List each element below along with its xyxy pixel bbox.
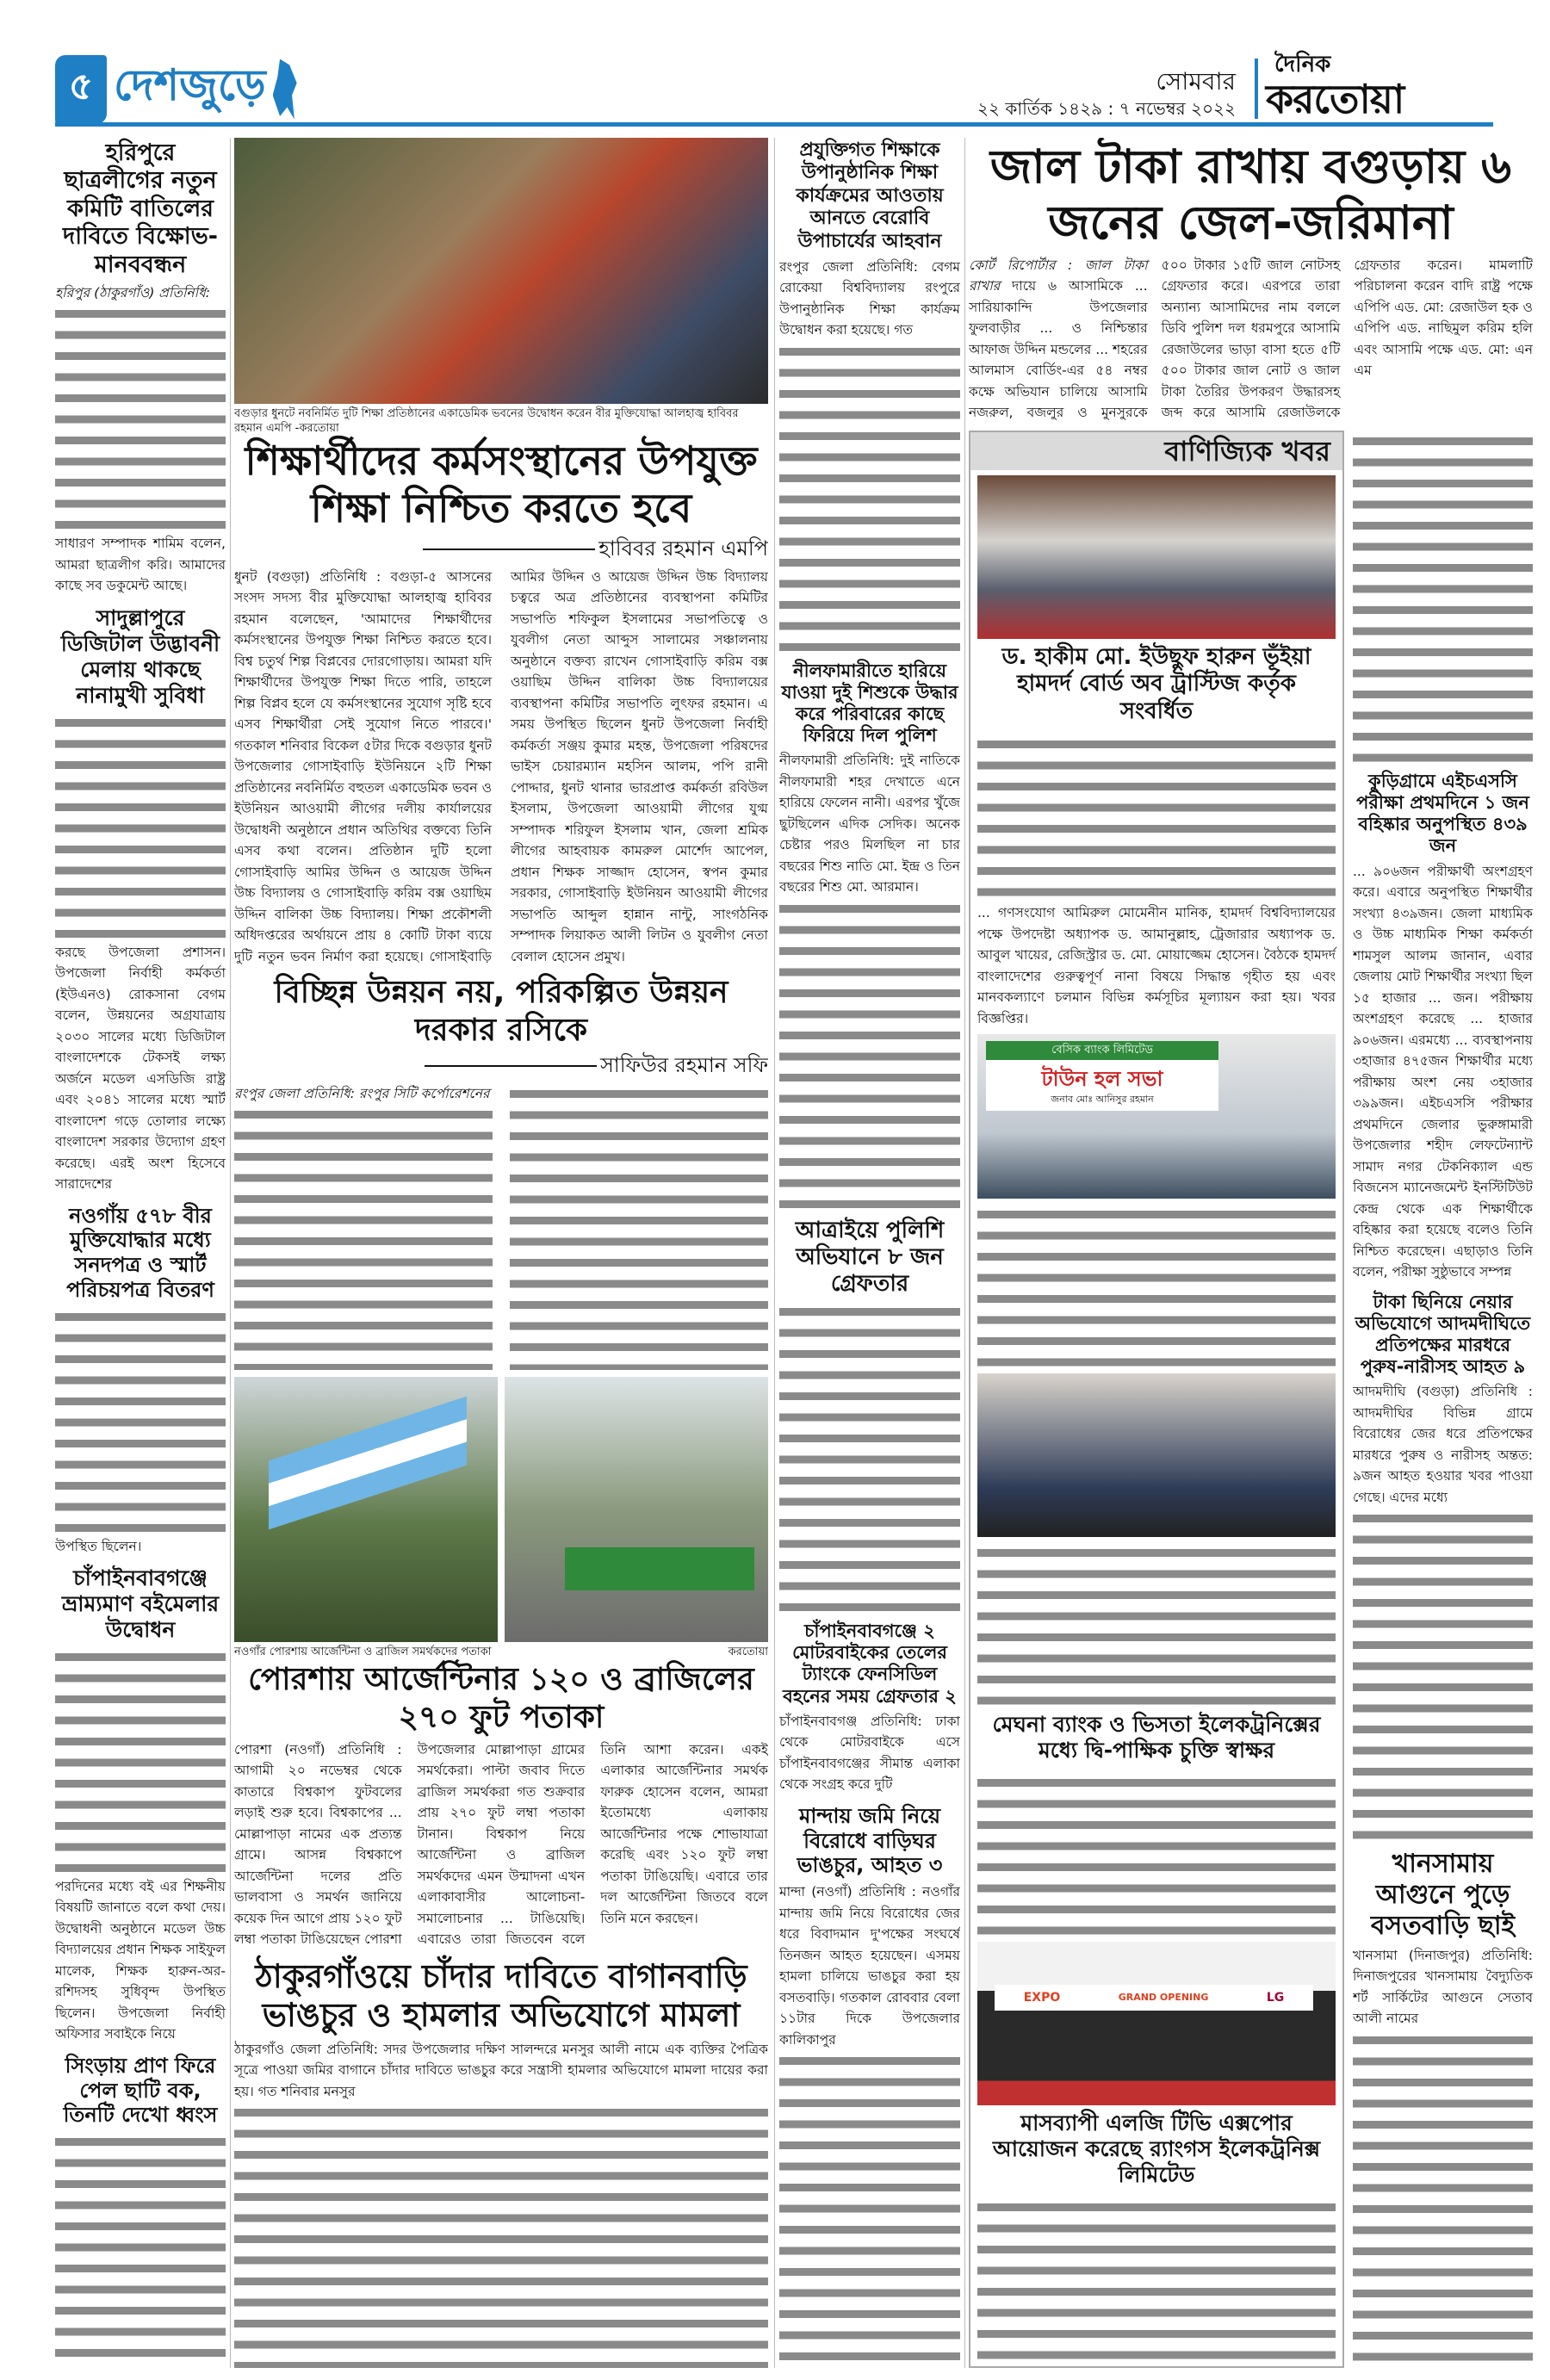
business-news-content (970, 470, 1342, 2366)
article-haripur (55, 138, 226, 597)
article-khansama (1353, 1847, 1533, 2361)
article-body-text (234, 2102, 768, 2368)
day-name: সোমবার (1156, 67, 1236, 96)
headline: সাদুল্লাপুরে ডিজিটাল উদ্ভাবনী মেলায় থাকছে নানামুখী সুবিধা (60, 604, 220, 708)
main-column (234, 138, 768, 2368)
issue-date: ২২ কার্তিক ১৪২৯ : ৭ নভেম্বর ২০২২ (976, 98, 1236, 119)
header-rule (55, 122, 1493, 127)
banner-guest: জনাব মোঃ আনিসুর রহমান (1051, 1094, 1154, 1106)
porsha-article-body: পোরশা (নওগাঁ) প্রতিনিধি : আগামী ২০ নভেম্বর থেকে কাতারে বিশ্বকাপ ফুটবলের লড়াই শুরু হবে। বিশ্বকাপের ... মোল্লাপাড়া নামের এক প্রত্যন্ত গ্রামে। আসন্ন বিশ্বকাপে আর্জেন্টিনা দলের প্রতি ভালবাসা ও সমর্থন জানিয়ে কয়েক দিন আগে প্রায় ১২০ ফুট লম্বা পতাকা টাঙিয়েছেন পোরশা উপজেলার মোল্লাপাড়া গ্রামের সমর্থকেরা। পাল্টা জবাব দিতে ব্রাজিল সমর্থকরা গত শুক্রবার প্রায় ২৭০ ফুট লম্বা পতাকা টানান। বিশ্বকাপ নিয়ে আর্জেন্টিনা ও ব্রাজিল সমর্থকদের এমন উন্মাদনা এখন এলাকাবাসীর আলোচনা-সমালোচনার ... টাঙিয়েছি। এবারেও তারা জিতবেন বলে তিনি আশা করেন। একই এলাকার আর্জেন্টিনার সমর্থক ফারুক হোসেন বলেন, আমরা ইতোমধ্যে এলাকায় আর্জেন্টিনার পক্ষে শোভাযাত্রা করেছি এবং ১২০ ফুট লম্বা পতাকা টাঙিয়েছি। এবারে তার দল আর্জেন্টিনা জিতবে বলে তিনি মনে করছেন। (234, 1741, 768, 1948)
article-snippet: উপস্থিত ছিলেন। (55, 1538, 142, 1554)
masthead: করতোয়া (1266, 76, 1404, 122)
business-news-title: বাণিজ্যিক খবর (970, 432, 1342, 470)
fake-currency-body (969, 255, 1533, 424)
article-sadullapur (55, 604, 226, 1195)
rangpur-article-body (234, 1083, 768, 1370)
article-snippet: সাধারণ সম্পাদক শামিম বলেন, আমরা ছাত্রলীগ করি। আমাদের কাছে সব ডকুমেন্ট আছে। (55, 536, 226, 594)
article-body-text (779, 341, 960, 652)
dateline: রংপুর জেলা প্রতিনিধি: রংপুর সিটি কর্পোরেশনের (234, 1085, 490, 1101)
masthead-prefix: দৈনিক (1274, 52, 1331, 77)
banner-expo: EXPO (1023, 1990, 1061, 2005)
column-rule (774, 138, 775, 2368)
headline: মান্দায় জমি নিয়ে বিরোধে বাড়িঘর ভাঙচুর, আহত ৩ (797, 1803, 943, 1878)
third-column (779, 138, 960, 2368)
headline: নওগাঁয় ৫৭৮ বীর মুক্তিযোদ্ধার মধ্যে সনদপত্র ও স্মার্ট পরিচয়পত্র বিতরণ (66, 1203, 214, 1302)
article-kurigram (1353, 769, 1533, 1283)
article-body-text (977, 2197, 1336, 2361)
headline: আত্রাইয়ে পুলিশি অভিযানে ৮ জন গ্রেফতার (795, 1217, 945, 1298)
banner-bank-name: বেসিক ব্যাংক লিমিটেড (986, 1041, 1218, 1060)
flag-photos (234, 1377, 768, 1643)
article-body-text (55, 2131, 226, 2361)
headline: নীলফামারীতে হারিয়ে যাওয়া দুই শিশুকে উদ্ধার করে পরিবারের কাছে ফিরিয়ে দিল পুলিশ (781, 660, 958, 747)
lg-expo-photo (977, 1942, 1336, 2106)
article-body-text (234, 1104, 493, 1370)
headline: হরিপুরে ছাত্রলীগের নতুন কমিটি বাতিলের দাবিতে বিক্ষোভ-মানববন্ধন (63, 139, 218, 278)
left-column (55, 138, 226, 2368)
article-body-text (977, 1542, 1336, 1707)
headline-lg-expo: মাসব্যাপী এলজি টিভি এক্সপোর আয়োজন করেছে র‍্যাংগস ইলেকট্রনিক্স লিমিটেড (992, 2110, 1321, 2188)
article-body-text (55, 712, 226, 942)
article-body-text (55, 1646, 226, 1876)
brazil-flag (565, 1547, 754, 1590)
article-body-text (1353, 1508, 1533, 1839)
article-body-text (977, 734, 1336, 898)
headline: সিংড়ায় প্রাণ ফিরে পেল ছাটি বক, তিনটি দেখো ধ্বংস (63, 2053, 218, 2128)
business-news-box (969, 431, 1344, 2368)
basic-bank-photo (977, 1034, 1336, 1199)
lg-logo-text: LG (1266, 1990, 1285, 2005)
article-adamdighi (1353, 1290, 1533, 1840)
banner-opening: GRAND OPENING (1118, 1992, 1209, 2004)
thakurgaon-article-lead: ঠাকুরগাঁও জেলা প্রতিনিধি: সদর উপজেলার দক্ষিণ সালন্দরে মনসুর আলী নামে এক ব্যক্তির পৈত্রিক সূত্রে পাওয়া জমির বাগানে চাঁদার দাবিতে ভাঙচুর করে সন্ত্রাসী হামলার অভিযোগে মামলা দায়ের করা হয়। গত শনিবার মনসুর (234, 2041, 768, 2099)
meghna-photo (977, 1373, 1336, 1538)
headline-fake-currency: জাল টাকা রাখায় বগুড়ায় ৬ জনের জেল-জরিমানা (989, 139, 1512, 250)
article-naogaon (55, 1202, 226, 1557)
article-lead: মান্দা (নওগাঁ) প্রতিনিধি : নওগাঁর মান্দায় জমি নিয়ে বিরোধের জের ধরে বিবাদমান দু'পক্ষের সংঘর্ষে তিনজন আহত হয়েছেন। এসময় হামলা চালিয়ে ভাঙচুর করা হয় বসতবাড়ি। গতকাল রোববার বেলা ১১টার দিকে উপজেলার কালিকাপুর (779, 1884, 960, 2048)
headline-porsha: পোরশায় আর্জেন্টিনার ১২০ ও ব্রাজিলের ২৭০ ফুট পতাকা (248, 1662, 754, 1735)
article-lead: রংপুর জেলা প্রতিনিধি: বেগম রোকেয়া বিশ্ববিদ্যালয় রংপুরে উপানুষ্ঠানিক শিক্ষা কার্যক্রম উদ্বোধন করা হয়েছে। গত (779, 258, 960, 338)
flag-photo-brazil (505, 1377, 768, 1643)
article-body-text (1353, 2030, 1533, 2361)
hamdard-photo (977, 475, 1336, 640)
rangpur-column-1 (234, 1083, 493, 1370)
expo-banner (995, 1985, 1313, 2011)
article-snippet: করছে উপজেলা প্রশাসন। উপজেলা নির্বাহী কর্মকর্তা (ইউএনও) রোকসানা বেগম বলেন, উন্নয়নের অগ্রযাত্রায় ২০৩০ সালের মধ্যে ডিজিটাল বাংলাদেশকে টেকসই লক্ষ্য অর্জনে মডেল এসডিজি রাষ্ট্র এবং ২০৪১ সালের মধ্যে স্মার্ট বাংলাদেশ গড়ে তোলার লক্ষ্যে বাংলাদেশ সরকার উদ্যোগ গ্রহণ করেছে। এরই অংশ হিসেবে সারাদেশের (55, 944, 226, 1193)
column-rule (964, 138, 965, 2368)
article-singra (55, 2052, 226, 2361)
argentina-flag (269, 1396, 467, 1529)
photo-caption: বগুড়ার ধুনটে নবনির্মিত দুটি শিক্ষা প্রতিষ্ঠানের একাডেমিক ভবনের উদ্বোধন করেন বীর মুক্তিযোদ্ধা আলহাজ্ব হাবিবর রহমান এমপি -করতোয়া (234, 406, 739, 435)
article-lead: আদমদীঘি (বগুড়া) প্রতিনিধি : আদমদীঘির বিভিন্ন গ্রামে বিরোধের জের ধরে প্রতিপক্ষের মারধরে পুরুষ ও নারীসহ অন্তত: ৯জন আহত হওয়ার খবর পাওয়া গেছে। এদের মধ্যে (1353, 1384, 1533, 1505)
article-snippet: পরদিনের মধ্যে বই এর শিক্ষনীয় বিষয়টি জানাতে বলে কথা দেয়। উদ্বোধনী অনুষ্ঠানে মডেল উচ্চ বিদ্যালয়ের প্রধান শিক্ষক সাইফুল মালেক, শিক্ষক হারুন-অর-রশিদসহ সুধিবৃন্দ উপস্থিত ছিলেন। উপজেলা নির্বাহী অফিসার সবাইকে নিয়ে (55, 1878, 226, 2042)
article-chapai-bike (779, 1619, 960, 1795)
article-manda (779, 1802, 960, 2361)
article-atrai (779, 1216, 960, 1612)
photo-credit: করতোয়া (728, 1646, 768, 1659)
header-divider (1255, 59, 1258, 119)
right-narrow-column (1353, 431, 1533, 2368)
byline: হাবিবর রহমান এমপি (234, 536, 768, 561)
main-article-body: ধুনট (বগুড়া) প্রতিনিধি : বগুড়া-৫ আসনের সংসদ সদস্য বীর মুক্তিযোদ্ধা আলহাজ্ব হাবিবর রহমান বলেছেন, 'আমাদের শিক্ষার্থীদের কর্মসংস্থানের উপযুক্ত শিক্ষা নিশ্চিত করতে হবে। বিশ্ব চতুর্থ শিল্প বিপ্লবের দোরগোড়ায়। আমরা যদি শিক্ষার্থীদের উপযুক্ত শিক্ষা দিতে পারি, তাহলে শিল্প বিপ্লব হলে যে কর্মসংস্থানের সুযোগ সৃষ্টি হবে এসব শিক্ষার্থীরা সেই সুযোগ নিতে পারবে।' গতকাল শনিবার বিকেল ৫টার দিকে বগুড়ার ধুনট উপজেলার গোসাইবাড়ি ইউনিয়নে ২টি শিক্ষা প্রতিষ্ঠানের নবনির্মিত বহুতল একাডেমিক ভবন ও ইউনিয়ন আওয়ামী লীগের দলীয় কার্যালয়ের উদ্বোধনী অনুষ্ঠানে প্রধান অতিথির বক্তব্যে তিনি এসব কথা বলেন। প্রতিষ্ঠান দুটি হলো গোসাইবাড়ি আমির উদ্দিন ও আয়েজ উদ্দিন উচ্চ বিদ্যালয় ও গোসাইবাড়ি করিম বক্স ওয়াছিম উদ্দিন বালিকা উচ্চ বিদ্যালয়। শিক্ষা প্রকৌশলী অধিদপ্তরের অর্থায়নে প্রায় ৪ কোটি টাকা ব্যয়ে দুটি নতুন ভবন নির্মাণ করা হয়েছে। গোসাইবাড়ি আমির উদ্দিন ও আয়েজ উদ্দিন উচ্চ বিদ্যালয় চত্বরে অত্র প্রতিষ্ঠানের ব্যবস্থাপনা কমিটির সভাপতি শফিকুল ইসলামের সভাপতিত্বে ও যুবলীগ নেতা আব্দুস সালামের সঞ্চালনায় অনুষ্ঠানে বক্তব্য রাখেন গোসাইবাড়ি করিম বক্স ওয়াছিম উদ্দিন বালিকা উচ্চ বিদ্যালয়ের ব্যবস্থাপনা কমিটির সভাপতি লুৎফর রহমান। এ সময় উপস্থিত ছিলেন ধুনট উপজেলা নির্বাহী কর্মকর্তা সঞ্জয় কুমার মহন্ত, উপজেলা পরিষদের ভাইস চেয়ারম্যান মহসিন আলম, পপি রানী পোদ্দার, ধুনট থানার ভারপ্রাপ্ত কর্মকর্তা রবিউল ইসলাম, উপজেলা আওয়ামী লীগের যুগ্ম সম্পাদক শরিফুল ইসলাম খান, জেলা শ্রমিক লীগের আহবায়ক কামরুল মোর্শেদ আপেল, প্রধান শিক্ষক সাজ্জাদ হোসেন, স্বপন কুমার সরকার, গোসাইবাড়ি ইউনিয়ন আওয়ামী লীগের সভাপতি আব্দুল হান্নান নান্টু, সাংগঠনিক সম্পাদক লিয়াকত আলী লিটন ও যুবলীগ নেতা বেলাল হোসেন প্রমুখ। (234, 568, 768, 964)
article-lead: চাঁপাইনবাবগঞ্জ প্রতিনিধি: ঢাকা থেকে মোটরবাইকে এসে চাঁপাইনবাবগঞ্জের সীমান্ত এলাকা থেকে সংগ্রহ করে দুটি (779, 1713, 960, 1793)
headline: টাকা ছিনিয়ে নেয়ার অভিযোগে আদমদীঘিতে প্রতিপক্ষের মারধরে পুরুষ-নারীসহ আহত ৯ (1355, 1291, 1531, 1378)
article-body-text (510, 1083, 768, 1370)
flag-photo-argentina (234, 1377, 498, 1643)
right-column (969, 138, 1533, 2368)
article-body: ... ৯০৬জন পরীক্ষার্থী অংশগ্রহণ করে। এবারে অনুপস্থিত শিক্ষার্থীর সংখ্যা ৪৩৯জন। জেলা মাধ্যমিক ও উচ্চ মাধ্যমিক শিক্ষা কর্মকর্তা শামসুল আলম জানান, এবার জেলায় মোট শিক্ষার্থীর সংখ্যা ছিল ১৫ হাজার ... জন। পরীক্ষায় অংশগ্রহণ করেছে ... হাজার ৯০৬জন। এরমধ্যে ... ব্যবস্থাপনায় ৩হাজার ৪৭৫জন শিক্ষার্থীর মধ্যে পরীক্ষায় অংশ নেয় ৩হাজার ৩৯৯জন। এইচএসসি পরীক্ষার প্রথমদিনে জেলার ভুরুঙ্গামারী উপজেলার শহীদ লেফটেন্যান্ট সামাদ নগর টেকনিক্যাল এন্ড বিজনেস ম্যানেজমেন্ট ইনস্টিটিউট কেন্দ্র থেকে এক শিক্ষার্থীকে বহিষ্কার করা হয়েছে বলেও তিনি নিশ্চিত করেছেন। এছাড়াও তিনি বলেন, পরীক্ষা সুষ্ঠুভাবে সম্পন্ন (1353, 863, 1533, 1280)
article-lead: নীলফামারী প্রতিনিধি: দুই নাতিকে নীলফামারী শহর দেখাতে এনে হারিয়ে ফেলেন নানী। এরপর খুঁজে ছুটছিলেন এদিক সেদিক। অনেক চেষ্টার পরও মিলছিল না চার বছরের শিশু নাতি মো. ইন্দ্র ও তিন বছরের শিশু মো. আরমান। (779, 753, 960, 896)
article-body-text (1353, 431, 1533, 762)
headline-thakurgaon: ঠাকুরগাঁওয়ে চাঁদার দাবিতে বাগানবাড়ি ভাঙচুর ও হামলার অভিযোগে মামলা (255, 1956, 747, 2035)
banner-event-title: টাউন হল সভা (1041, 1067, 1163, 1092)
article-lead: খানসামা (দিনাজপুর) প্রতিনিধি: দিনাজপুরের খানসামায় বৈদ্যুতিক শর্ট সার্কিটের আগুনে সেতাব আলী নামের (1353, 1947, 1533, 2027)
article-brur (779, 138, 960, 652)
dateline: কোর্ট রিপোর্টার : জাল টাকা রাখার (969, 257, 1148, 294)
section-logo (55, 53, 297, 125)
article-body-text (55, 1306, 226, 1536)
dateline: হরিপুর (ঠাকুরগাঁও) প্রতিনিধি: (55, 284, 210, 301)
article-chapai-bookfair (55, 1564, 226, 2045)
right-lower (969, 431, 1533, 2368)
article-body-text (977, 1772, 1336, 1937)
main-headline: শিক্ষার্থীদের কর্মসংস্থানের উপযুক্ত শিক্ষা নিশ্চিত করতে হবে (245, 437, 758, 531)
headline-hamdard: ড. হাকীম মো. ইউছুফ হারুন ভূঁইয়া হামদর্দ বোর্ড অব ট্রাস্টিজ কর্তৃক সংবর্ধিত (1001, 644, 1311, 724)
article-body-text (977, 1204, 1336, 1368)
article-body-text (55, 303, 226, 533)
bangladesh-map-icon (273, 59, 297, 120)
main-photo (234, 138, 768, 404)
headline: কুড়িগ্রামে এইচএসসি পরীক্ষা প্রথমদিনে ১ জন বহিষ্কার অনুপস্থিত ৪৩৯ জন (1356, 770, 1529, 857)
headline: চাঁপাইনবাবগঞ্জে ভ্রাম্যমাণ বইমেলার উদ্বোধন (61, 1565, 220, 1643)
headline: খানসামায় আগুনে পুড়ে বসতবাড়ি ছাই (1370, 1848, 1516, 1941)
hamdard-body: ... গণসংযোগ আমিরুল মোমেনীন মানিক, হামদর্দ বিশ্ববিদ্যালয়ের পক্ষে উপদেষ্টা অধ্যাপক ড. আমানুল্লাহ, ট্রেজারার অধ্যাপক ড. আবুল খায়ের, রেজিস্ট্রার ড. মো. মোয়াজ্জেম হোসেন। বৈঠকে হামদর্দ বাংলাদেশের গুরুত্বপূর্ণ নানা বিষয়ে সিদ্ধান্ত গৃহীত হয় এবং মানবকল্যাণে চলমান বিভিন্ন কর্মসূচির মূল্যায়ন করা হয়। খবর বিজ্ঞপ্তির। (977, 905, 1336, 1026)
photo-caption: নওগাঁর পোরশায় আর্জেন্টিনা ও ব্রাজিল সমর্থকদের পতাকা (234, 1646, 492, 1659)
article-body-text (779, 1301, 960, 1612)
headline: প্রযুক্তিগত শিক্ষাকে উপানুষ্ঠানিক শিক্ষা কার্যক্রমের আওতায় আনতে বেরোবি উপাচার্যের আহবান (796, 139, 944, 252)
article-bogura-continued (1353, 431, 1533, 762)
article-lead: দায়ে ৬ আসামিকে ... সারিয়াকান্দি উপজেলার ফুলবাড়ীর ... ও নিশ্চিন্তার আফাজ উদ্দিন মন্ডলের ... শহরের আলমাস বোর্ডিং-এর ৫৪ নম্বর কক্ষে অভিযান চালিয়ে আসামি নজরুল, বজলুর ও মুনসুরকে ৫০০ টাকার ১৫টি জাল নোটসহ গ্রেফতার করে। এরপরে তারা অন্যান্য আসামিদের নাম বললে ডিবি পুলিশ দল ধরমপুরে আসামি রেজাউলের ভাড়া বাসা হতে ৫টি ৫০০ টাকার জাল নোট ও জাল টাকা তৈরির উপকরণ উদ্ধারসহ জব্দ করে আসামি রেজাউলকে গ্রেফতার করেন। মামলাটি পরিচালনা করেন বাদি রাষ্ট্র পক্ষে এপিপি এড. মো: রেজাউল হক ও এপিপি এড. নাছিমুল করিম হলি এবং আসামি পক্ষে এড. মো: এন এম (969, 257, 1533, 421)
section-logo-badge: ৫ (55, 55, 107, 124)
flag-photo-caption-row (234, 1645, 768, 1659)
column-rule (230, 138, 231, 2368)
event-banner (986, 1041, 1218, 1111)
article-body-text (779, 898, 960, 1209)
headline-meghna: মেঘনা ব্যাংক ও ভিসতা ইলেকট্রনিক্সের মধ্যে দ্বি-পাক্ষিক চুক্তি স্বাক্ষর (992, 1712, 1321, 1763)
byline: সাফিউর রহমান সফি (234, 1052, 768, 1078)
section-name: দেশজুড়ে (114, 60, 266, 110)
headline: চাঁপাইনবাবগঞ্জে ২ মোটরবাইকের তেলের ট্যাংকে ফেনসিডিল বহনের সময় গ্রেফতার ২ (783, 1621, 957, 1707)
article-nilphamari (779, 659, 960, 1209)
headline-rangpur: বিচ্ছিন্ন উন্নয়ন নয়, পরিকল্পিত উন্নয়ন দরকার রসিকে (274, 975, 728, 1048)
article-body-text (779, 2050, 960, 2361)
